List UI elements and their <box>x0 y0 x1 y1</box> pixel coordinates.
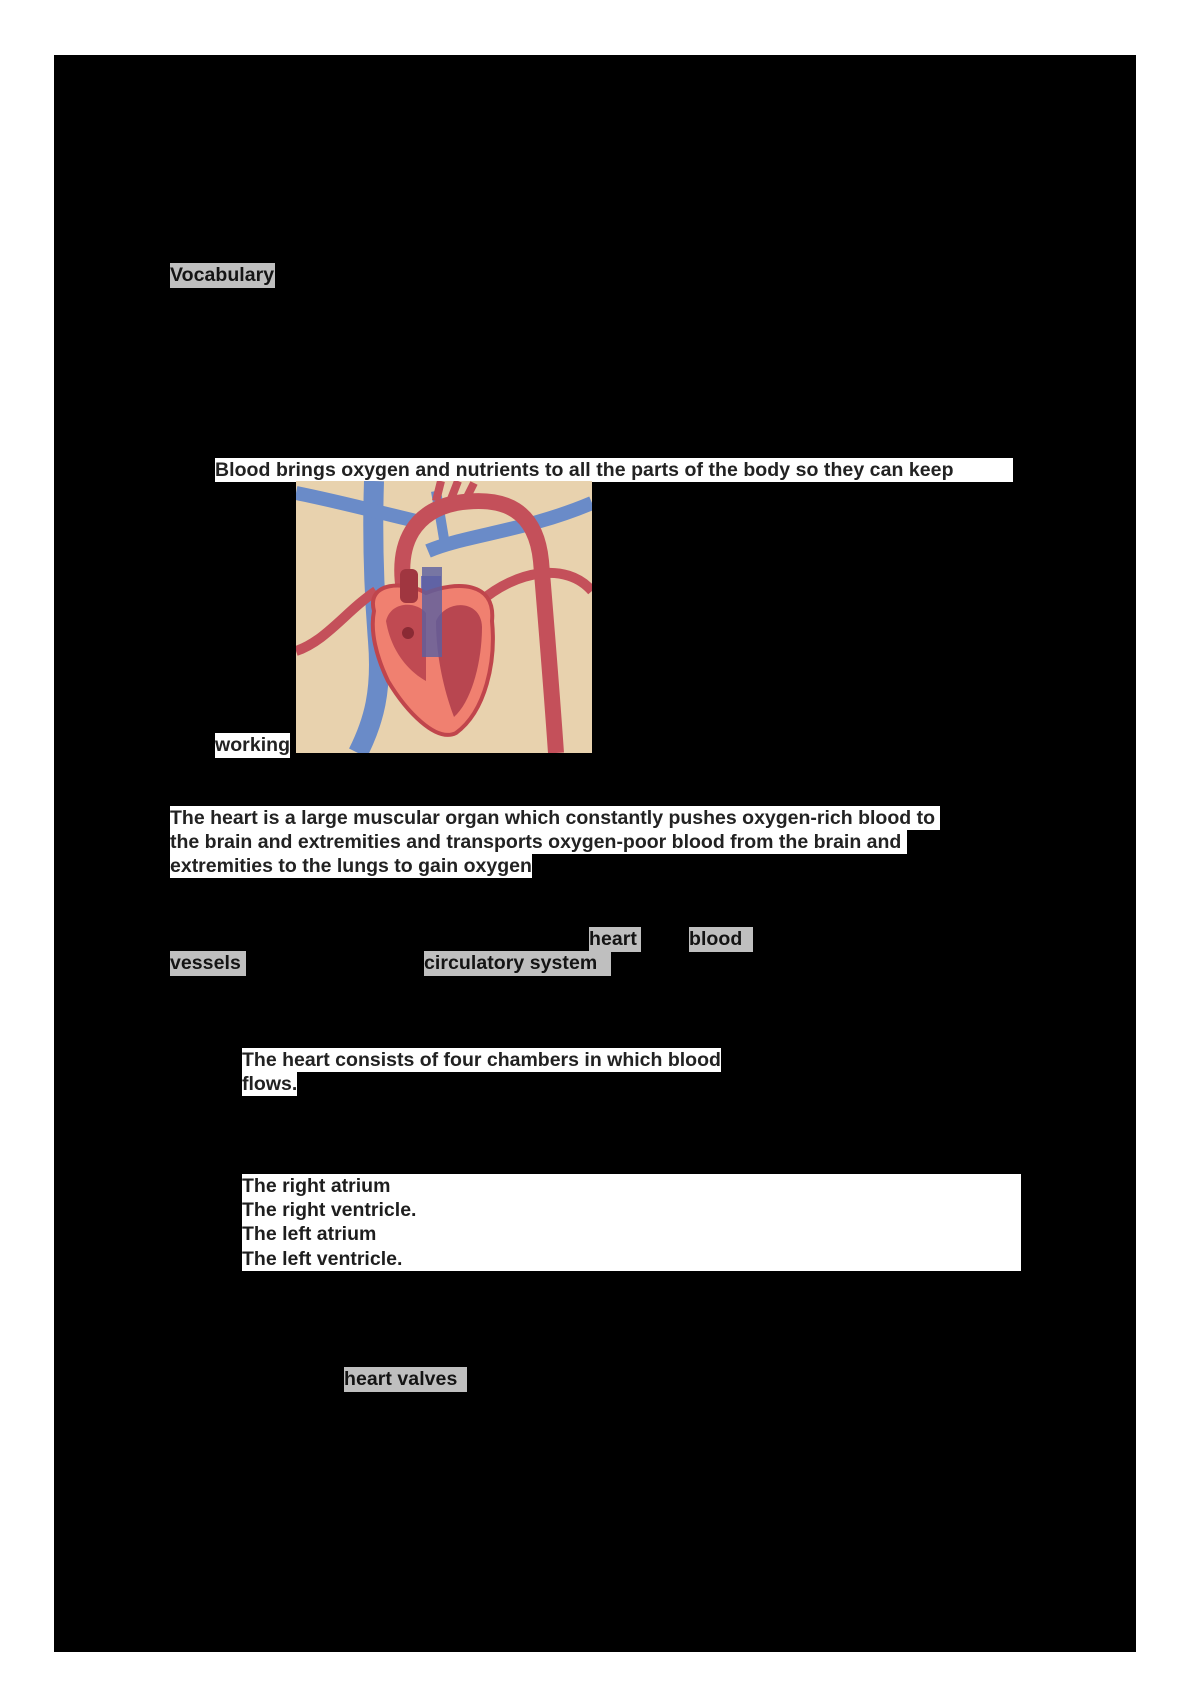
term-blood: blood <box>689 927 753 952</box>
chambers-intro-paragraph <box>242 1048 721 1096</box>
term-heart-valves: heart valves <box>344 1367 467 1392</box>
term-vessels: vessels <box>170 951 246 976</box>
chamber-item: The left ventricle. <box>242 1247 403 1270</box>
chambers-intro-line: flows. <box>242 1073 298 1095</box>
vocabulary-heading: Vocabulary <box>170 264 275 286</box>
term-circulatory-system: circulatory system <box>424 951 611 976</box>
chambers-intro-line: The heart consists of four chambers in which blood <box>242 1049 721 1071</box>
heart-definition-paragraph <box>170 806 940 878</box>
chamber-item: The left atrium <box>242 1223 377 1246</box>
chamber-item: The right ventricle. <box>242 1199 417 1222</box>
heart-definition-line: the brain and extremities and transports oxygen-poor blood from the brain and <box>170 831 907 853</box>
heart-illustration-icon <box>296 481 592 753</box>
heart-definition-line: The heart is a large muscular organ which constantly pushes oxygen-rich blood to <box>170 807 941 829</box>
term-heart: heart <box>589 927 641 952</box>
heart-diagram-image <box>296 481 592 753</box>
intro-sentence: Blood brings oxygen and nutrients to all the parts of the body so they can keep <box>215 458 1013 482</box>
chamber-item: The right atrium <box>242 1175 391 1197</box>
heart-definition-line: extremities to the lungs to gain oxygen <box>170 855 532 877</box>
chambers-list <box>242 1174 1021 1271</box>
intro-sentence-tail: working <box>215 734 291 756</box>
